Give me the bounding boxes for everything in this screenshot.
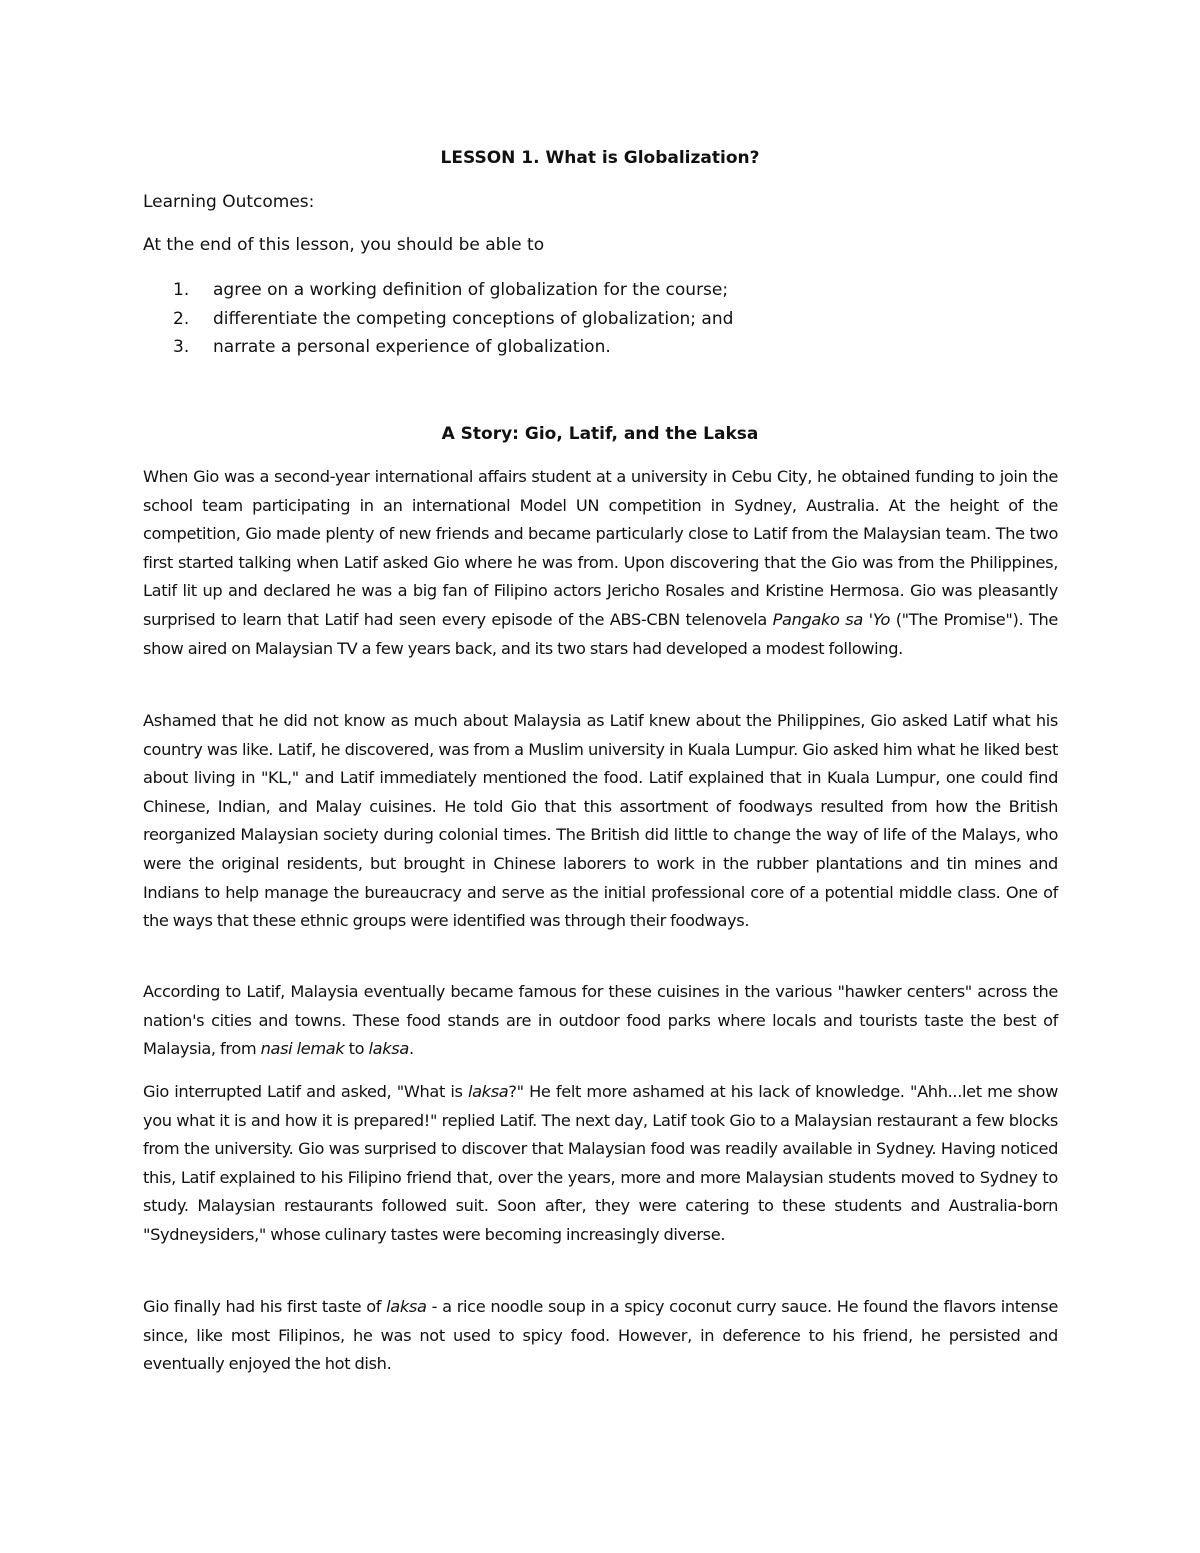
paragraph-2: Ashamed that he did not know as much about Malaysia as Latif knew about the Philippines, Gio asked Latif what his country was like. Latif, he discovered, was from a Muslim university in Kuala Lumpur. Gio asked him what he liked best about living in "KL," and Latif immediately mentioned the food. Latif explained that in Kuala Lumpur, one could find Chinese, Indian, and Malay cuisines. He told Gio that this assortment of foodways resulted from how the British reorganized Malaysian society during colonial times. The British did little to change the way of life of the Malays, who were the original residents, but brought in Chinese laborers to work in the rubber plantations and tin mines and Indians to help manage the bureaucracy and serve as the initial professional core of a potential middle class. One of the ways that these ethnic groups were identified was through their foodways. [143,711,1058,931]
paragraph-text: Gio interrupted Latif and asked, "What is [143,1082,468,1101]
list-item-text: narrate a personal experience of globalization. [213,337,611,358]
paragraph-text: - a rice noodle soup in a spicy coconut curry sauce. He found the flavors intense since, like most Filipinos, he was not used to spicy food. However, in deference to his friend, he persisted and eventually enjoyed the hot dish. [143,1297,1058,1374]
learning-outcomes-label: Learning Outcomes: [143,192,315,212]
italic-term: laksa [386,1297,427,1316]
list-item [143,305,733,334]
list-item [143,333,733,362]
list-item [143,276,733,305]
italic-title: Pangako sa 'Yo [772,609,890,629]
italic-term: nasi lemak [260,1039,345,1059]
paragraph-text: . [408,1039,414,1059]
italic-term: laksa [467,1082,509,1101]
paragraph-text: When Gio was a second-year international affairs student at a university in Cebu City, he obtained funding to join the school team participating in an international Model UN competition in Sydney, Australia. At the height of the competition, Gio made plenty of new friends and became particularly close to Latif from the Malaysian team. The two first started talking when Latif asked Gio where he was from. Upon discovering that the Gio was from the Philippines, Latif lit up and declared he was a big fan of Filipino actors Jericho Rosales and Kristine Hermosa. Gio was pleasantly surprised to learn that Latif had seen every episode of the ABS-CBN telenovela [143,467,1058,629]
paragraph-text: ("The Promise"). The show aired on Malaysian TV a few years back, and its two stars had developed a modest following. [143,609,1058,658]
paragraph-1 [143,463,1058,663]
lesson-title: LESSON 1. What is Globalization? [440,148,760,168]
paragraph-5 [143,1293,1058,1379]
italic-term: laksa [368,1039,409,1059]
paragraph-text: According to Latif, Malaysia eventually became famous for these cuisines in the various "hawker centers" across the nation's cities and towns. These food stands are in outdoor food parks where locals and tourists taste the best of Malaysia, from [143,982,1058,1059]
paragraph-4 [143,1078,1058,1250]
paragraph-3 [143,978,1058,1064]
paragraph-text: ?" He felt more ashamed at his lack of knowledge. "Ahh...let me show you what it is and how it is prepared!" replied Latif. The next day, Latif took Gio to a Malaysian restaurant a few blocks from the university. Gio was surprised to discover that Malaysian food was readily available in Sydney. Having noticed this, Latif explained to his Filipino friend that, over the years, more and more Malaysian students moved to Sydney to study. Malaysian restaurants followed suit. Soon after, they were catering to these students and Australia-born "Sydneysiders," whose culinary tastes were becoming increasingly diverse. [143,1082,1058,1244]
list-item-number: 1. [173,280,190,300]
intro-line: At the end of this lesson, you should be able to [143,235,545,255]
list-item-number: 2. [173,308,190,329]
outcomes-list [143,276,733,362]
paragraph-text: to [344,1039,369,1059]
paragraph-text: Gio finally had his first taste of [143,1297,387,1316]
list-item-text: agree on a working definition of globalization for the course; [213,280,729,300]
list-item-number: 3. [173,337,190,358]
story-title: A Story: Gio, Latif, and the Laksa [441,424,759,444]
list-item-text: differentiate the competing conceptions of globalization; and [213,308,734,329]
